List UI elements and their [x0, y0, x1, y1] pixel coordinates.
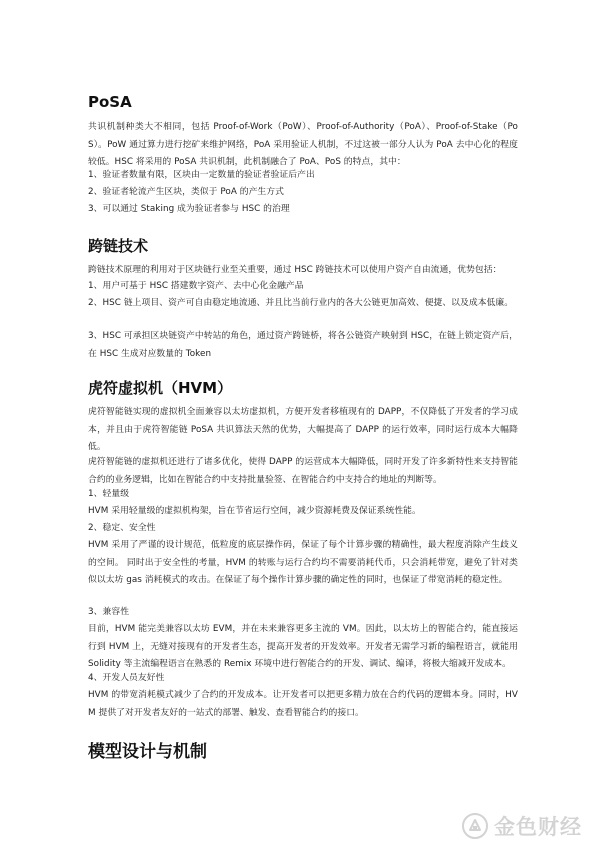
crosschain-item-2: 2、HSC 链上项目、资产可自由稳定地流通、并且比当前行业内的各大公链更加高效、便捷、以及成本低廉。 — [88, 298, 514, 308]
hvm-sub2-title: 2、稳定、安全性 — [88, 523, 156, 533]
hvm-sub4-title: 4、开发人员友好性 — [88, 673, 165, 683]
crosschain-item-1: 1、用户可基于 HSC 搭建数字资产、去中心化金融产品 — [88, 281, 304, 291]
section-heading-hvm: 虎符虚拟机（HVM） — [88, 379, 233, 397]
hvm-sub1-text: HVM 采用轻量级的虚拟机构架，旨在节省运行空间，减少资源耗费及保证系统性能。 — [88, 506, 421, 516]
section-heading-crosschain: 跨链技术 — [88, 237, 149, 255]
hvm-sub1-title: 1、轻量级 — [88, 489, 130, 499]
hvm-sub4-text: HVM 的带宽消耗模式减少了合约的开发成本。让开发者可以把更多精力放在合约代码的逻辑本身。同时，HVM 提供了对开发者友好的一站式的部署、触发、查看智能合约的接口。 — [88, 690, 518, 718]
hvm-paragraph-1: 虎符智能链实现的虚拟机全面兼容以太坊虚拟机，方便开发者移植现有的 DAPP，不仅降低了开发者的学习成本，并且由于虎符智能链 PoSA 共识算法天然的优势，大幅提高了 DAPP 的运行效率，同时运行成本大幅降低。 — [88, 407, 518, 452]
posa-item-1: 1、验证者数量有限，区块由一定数量的验证者验证后产出 — [88, 170, 315, 180]
hvm-sub2-text: HVM 采用了严谨的设计规范，低粒度的底层操作码，保证了每个计算步骤的精确性，最大程度消除产生歧义的空间。 同时出于安全性的考量，HVM 的转账与运行合约均不需要消耗代币，只会消耗带宽，避免了针对类似以太坊 gas 消耗模式的攻击。在保证了每个操作计算步骤的确定性的同时，也保证了带宽消耗的稳定性。 — [88, 540, 518, 585]
golden-finance-logo-icon — [462, 813, 488, 839]
posa-intro: 共识机制种类大不相同，包括 Proof-of-Work（PoW）、Proof-of-Authority（PoA）、Proof-of-Stake（PoS）。PoW 通过算力进行挖矿来维护网络，PoA 采用验证人机制，不过这被一部分人认为 PoA 去中心化的程度较低。HSC 将采用的 PoSA 共识机制，此机制融合了 PoA、PoS 的特点，其中： — [88, 122, 518, 167]
posa-item-3: 3、可以通过 Staking 成为验证者参与 HSC 的治理 — [88, 204, 290, 214]
posa-item-2: 2、验证者轮流产生区块，类似于 PoA 的产生方式 — [88, 187, 284, 197]
section-heading-model: 模型设计与机制 — [88, 742, 207, 762]
section-heading-posa: PoSA — [88, 93, 132, 111]
crosschain-intro: 跨链技术原理的利用对于区块链行业至关重要，通过 HSC 跨链技术可以使用户资产自由流通，优势包括： — [88, 265, 502, 275]
hvm-sub3-title: 3、兼容性 — [88, 607, 130, 617]
hvm-sub3-text: 目前，HVM 能完美兼容以太坊 EVM，并在未来兼容更多主流的 VM。因此，以太坊上的智能合约，能直接运行到 HVM 上，无缝对接现有的开发者生态，提高开发者的开发效率。开发者无需学习新的编程语言，就能用 Solidity 等主流编程语言在熟悉的 Remix 环境中进行智能合约的开发、调试、编译，将极大缩减开发成本。 — [88, 624, 518, 669]
crosschain-item-3: 3、HSC 可承担区块链资产中转站的角色，通过资产跨链桥，将各公链资产映射到 HSC，在链上锁定资产后，在 HSC 生成对应数量的 Token — [88, 331, 518, 359]
watermark — [462, 811, 582, 841]
hvm-paragraph-2: 虎符智能链的虚拟机还进行了诸多优化，使得 DAPP 的运营成本大幅降低，同时开发了许多新特性来支持智能合约的业务逻辑，比如在智能合约中支持批量验签、在智能合约中支持合约地址的判断等。 — [88, 457, 518, 485]
watermark-text: 金色财经 — [494, 815, 582, 839]
